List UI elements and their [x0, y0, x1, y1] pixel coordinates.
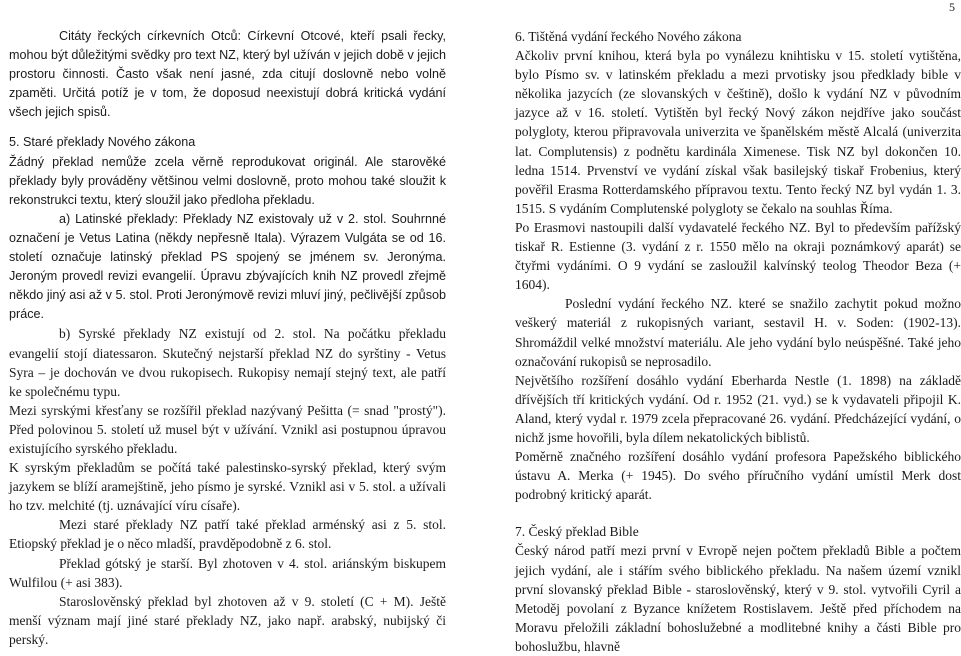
left-paragraph-syriac: b) Syrské překlady NZ existují od 2. stol. Na počátku překladu evangelií stojí diatessaron. Skutečný nejstarší překlad NZ do syrštiny - Vetus Syra – je dochován ve dvou rukopisech. Rukopisy nemají stejný text, ale patří ke společnému typu.: [9, 326, 446, 399]
left-paragraph-gothic: Překlad gótský je starší. Byl zhotoven v 4. stol. ariánským biskupem Wulfilou (+ asi 383).: [9, 555, 446, 590]
right-paragraph-nestle: Největšího rozšíření dosáhlo vydání Eberharda Nestle (1. 1898) na základě dřívějších tří kritických vydání. Od r. 1952 (21. vyd.) se k vydavateli připojil K. Aland, který vydal r. 1979 zcela přepracované 26. vydání. Předcházející vydání, o nichž jsme hovořili, byla dílem nekatolických biblistů.: [515, 372, 961, 445]
right-paragraph-czech: Český národ patří mezi první v Evropě nejen počtem překladů Bible a počtem jejich vydání, ale i stářím svého biblického překladu. Na našem území vznikl první slovanský překlad Bible - staroslověnský, který v 9. stol. vytvořili Cyril a Metoděj povolaní z Byzance knížetem Rostislavem. Ještě před příchodem na Moravu přeložili základní bohoslužebné a modlitebné knihy a části Bible pro bohoslužbu, hlavně: [515, 543, 961, 654]
left-paragraph-armenian: Mezi staré překlady NZ patří také překlad arménský asi z 5. stol. Etiopský překlad je o něco mladší, pravděpodobně z 6. stol.: [9, 517, 446, 552]
right-column: [515, 27, 961, 654]
left-paragraph-slavonic: Staroslověnský překlad byl zhotoven až v 9. století (C + M). Ještě menší význam mají jiné staré překlady NZ, jako např. arabský, nubijský či perský.: [9, 593, 446, 647]
right-paragraph-erasmus: Po Erasmovi nastoupili další vydavatelé řeckého NZ. Byl to především pařížský tiskař R. Estienne (3. vydání z r. 1550 mělo na okraji poznámkový aparát) se čtyřmi vydáními. O 9 vydání se zasloužil kalvínský teolog Theodor Beza (+ 1604).: [515, 219, 961, 293]
left-paragraph-latin: a) Latinské překlady: Překlady NZ existovaly už v 2. stol. Souhrnné označení je Vetus Latina (někdy nepřesně Itala). Výrazem Vulgáta se od 16. století označuje latinský překlad PS spojený se jménem sv. Jeronýma. Jeroným provedl revizi evangelií. Úpravu zbývajících knih NZ provedl zřejmě někdo jiný asi až v 5. stol. Proti Jeronýmově revizi mluví jiný, pečlivější způsob práce.: [9, 211, 446, 322]
right-paragraph-merk: Poměrně značného rozšíření dosáhlo vydání profesora Papežského biblického ústavu A. Merka (+ 1945). Do svého příručního vydání umístil Merk dost podrobný kritický aparát.: [515, 449, 961, 503]
page-number: 5: [949, 0, 955, 14]
right-paragraph-2: Ačkoliv první knihou, která byla po vynálezu knihtisku v 15. století vytištěna, bylo Písmo sv. v latinském překladu a mezi prvotisky jsou předklady bible v několika jazycích (ze slovanských v češtině), došlo k vydání NZ v původním jazyce až v 16. století. Vytištěn byl řecký Nový zákon nejdříve jako součást polygloty, kterou připravovala univerzita ve španělském městě Alcalá (univerzita lat. Complutensis) z podnětu kardinála Ximenese. Tisk NZ byl dokončen 10. ledna 1514. Prvenství ve vydání získal však basilejský tiskař Frobenius, který pověřil Erasma Rotterdamského přípravou textu. Tento řecký NZ byl vydán 1. 3. 1515. S vydáním Complutenské polygloty se čekalo na souhlas Říma.: [515, 48, 961, 216]
right-heading-printed-editions: 6. Tištěná vydání řeckého Nového zákona: [515, 29, 742, 44]
right-heading-czech-bible: 7. Český překlad Bible: [515, 524, 639, 540]
left-paragraph-peshitta: Mezi syrskými křesťany se rozšířil překlad nazývaný Pešitta (= snad "prostý"). Před polovinou 5. století už musel být v užívání. Vznikl asi postupnou úpravou existujícího syrského překladu.: [9, 402, 446, 456]
left-paragraph-3: Žádný překlad nemůže zcela věrně reprodukovat originál. Ale starověké překlady byly prováděny většinou velmi doslovně, proto mohou také sloužit k rekonstrukci textu, který sloužil jako předloha překladu.: [9, 154, 446, 207]
left-column: [9, 27, 446, 647]
left-paragraph-1: Citáty řeckých církevních Otců: Církevní Otcové, kteří psali řecky, mohou být důležitými svědky pro text NZ, který byl užíván v jejich době v jejich prostoru činnosti. Často však není jasné, zda citují doslovně nebo volně zpaměti. Určitá potíž je v tom, že doposud neexistují dobrá kritická vydání všech jejich spisů.: [9, 29, 446, 120]
left-heading-old-translations: 5. Staré překlady Nového zákona: [9, 135, 196, 150]
left-paragraph-palestinian: K syrským překladům se počítá také palestinsko-syrský překlad, který svým jazykem se blíží aramejštině, jeho písmo je syrské. Vznikl asi v 5. stol. a užívali ho tzv. melchité (tj. uznávající víru císaře).: [9, 460, 446, 514]
right-paragraph-soden: Poslední vydání řeckého NZ. které se snažilo zachytit pokud možno veškerý materiál z rukopisných variant, sestavil H. v. Soden: (1902-13). Shromáždil velké množství materiálu. Ale jeho vydání bylo neúspěšné. Také jeho označování rukopisů se neprosadilo.: [515, 296, 961, 369]
